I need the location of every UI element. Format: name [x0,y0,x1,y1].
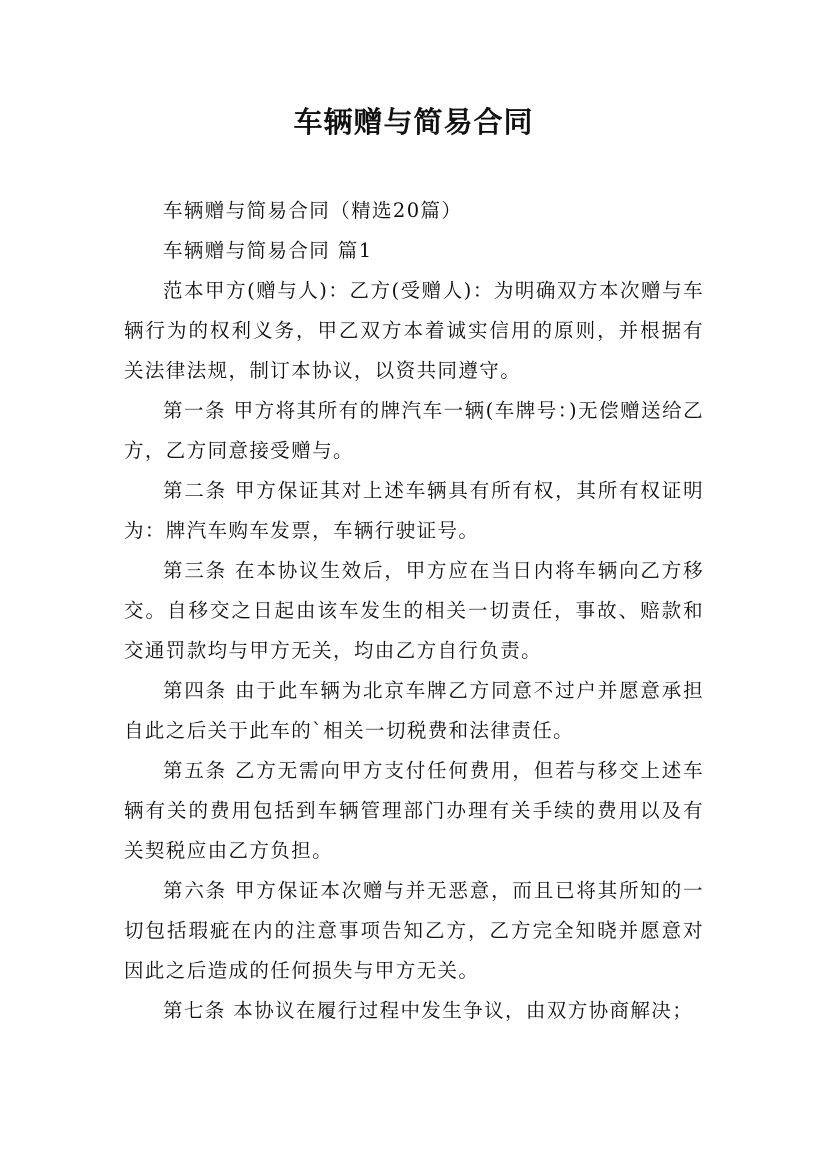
paragraph-heading: 车辆赠与简易合同（精选20篇） [163,199,463,222]
paragraph-article-6: 第六条 甲方保证本次赠与并无恶意，而且已将其所知的一切包括瑕疵在内的注意事项告知乙方，乙方完全知晓并愿意对因此之后造成的任何损失与甲方无关。 [124,879,704,982]
paragraph-article-4: 第四条 由于此车辆为北京车牌乙方同意不过户并愿意承担自此之后关于此车的`相关一切税费和法律责任。 [124,679,704,742]
paragraph-article-5: 第五条 乙方无需向甲方支付任何费用，但若与移交上述车辆有关的费用包括到车辆管理部门办理有关手续的费用以及有关契税应由乙方负担。 [124,759,704,862]
document-body [124,191,704,1031]
paragraph-article-1: 第一条 甲方将其所有的牌汽车一辆(车牌号：)无偿赠送给乙方，乙方同意接受赠与。 [124,399,704,462]
document-title: 车辆赠与简易合同 [293,105,534,139]
paragraph-preamble: 范本甲方(赠与人)：乙方(受赠人)：为明确双方本次赠与车辆行为的权利义务，甲乙双方本着诚实信用的原则，并根据有关法律法规，制订本协议，以资共同遵守。 [124,279,704,382]
paragraph-section-title: 车辆赠与简易合同 篇1 [163,239,373,262]
paragraph-article-2: 第二条 甲方保证其对上述车辆具有所有权，其所有权证明为：牌汽车购车发票，车辆行驶证号。 [124,479,704,542]
paragraph-article-7: 第七条 本协议在履行过程中发生争议，由双方协商解决； [163,999,694,1022]
paragraph-article-3: 第三条 在本协议生效后，甲方应在当日内将车辆向乙方移交。自移交之日起由该车发生的相关一切责任，事故、赔款和交通罚款均与甲方无关，均由乙方自行负责。 [124,559,704,662]
